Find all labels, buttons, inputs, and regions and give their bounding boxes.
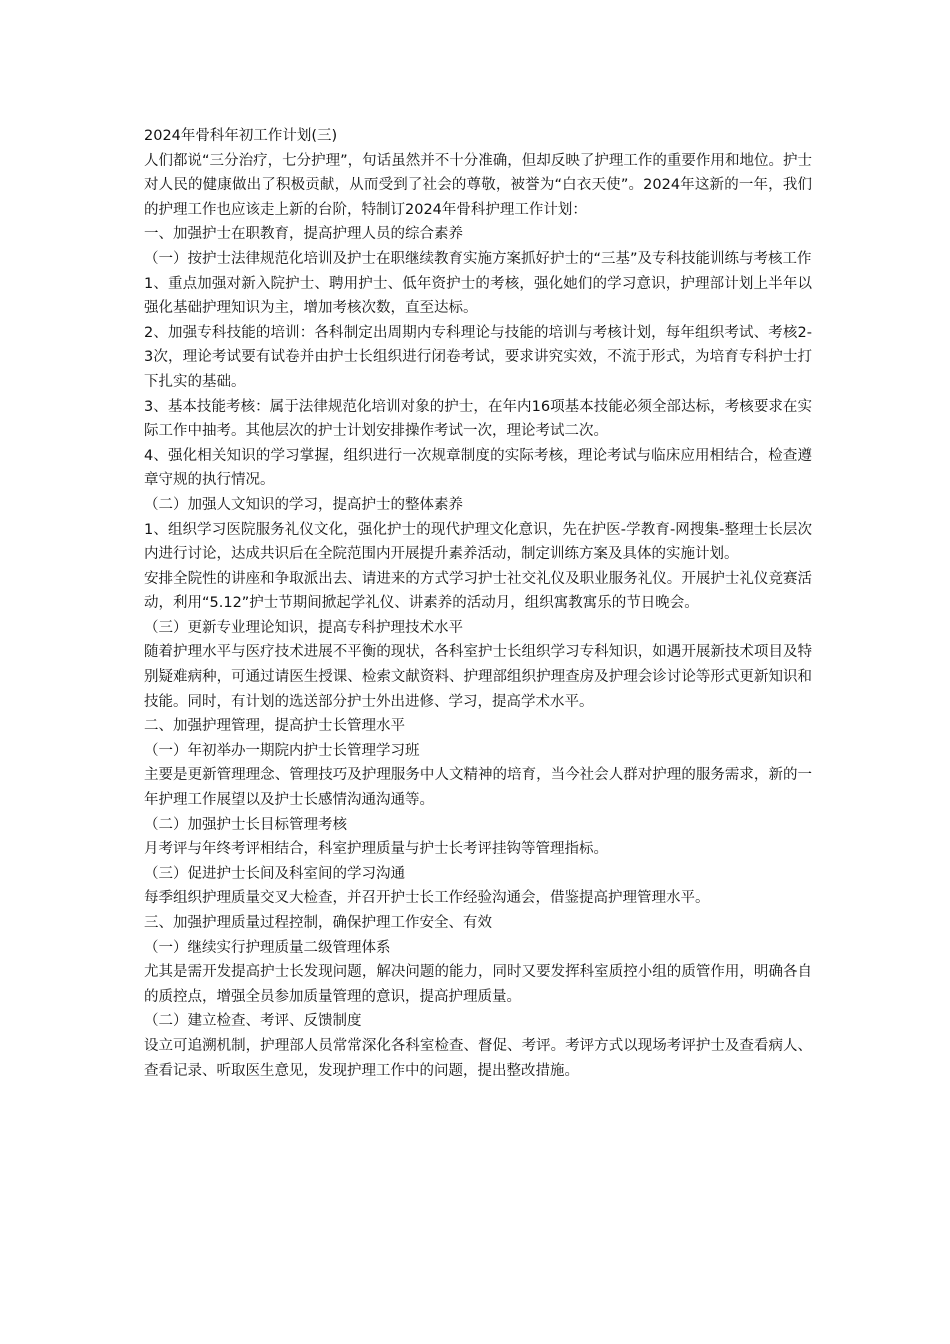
section-heading-3: 三、加强护理质量过程控制，确保护理工作安全、有效 bbox=[144, 915, 492, 931]
subsection-heading-2-3: （三）促进护士长间及科室间的学习沟通 bbox=[144, 865, 405, 882]
document-body bbox=[144, 124, 812, 1083]
section-heading-2: 二、加强护理管理，提高护士长管理水平 bbox=[144, 718, 405, 735]
paragraph-traceability: 设立可追溯机制，护理部人员常常深化各科室检查、督促、考评。考评方式以现场考评护士及查看病人、查看记录、听取医生意见，发现护理工作中的问题，提出整改措施。 bbox=[144, 1037, 812, 1079]
list-item-1-1-4: 4、强化相关知识的学习掌握，组织进行一次规章制度的实际考核，理论考试与临床应用相结合，检查遵章守规的执行情况。 bbox=[144, 447, 812, 489]
subsection-heading-1-3: （三）更新专业理论知识，提高专科护理技术水平 bbox=[144, 619, 463, 636]
subsection-heading-1-1: （一）按护士法律规范化培训及护士在职继续教育实施方案抓好护士的“三基”及专科技能训练与考核工作 bbox=[144, 250, 812, 267]
subsection-heading-2-2: （二）加强护士长目标管理考核 bbox=[144, 816, 347, 833]
paragraph-quarterly-inspection: 每季组织护理质量交叉大检查，并召开护士长工作经验沟通会，借鉴提高护理管理水平。 bbox=[144, 890, 710, 907]
document-title: 2024年骨科年初工作计划(三) bbox=[144, 128, 338, 144]
subsection-heading-3-1: （一）继续实行护理质量二级管理体系 bbox=[144, 939, 391, 956]
paragraph-target-assessment: 月考评与年终考评相结合，科室护理质量与护士长考评挂钩等管理指标。 bbox=[144, 841, 608, 858]
subsection-heading-3-2: （二）建立检查、考评、反馈制度 bbox=[144, 1013, 362, 1030]
paragraph-quality-system: 尤其是需开发提高护士长发现问题，解决问题的能力，同时又要发挥科室质控小组的质管作用，明确各自的质控点，增强全员参加质量管理的意识，提高护理质量。 bbox=[144, 964, 812, 1005]
paragraph-intro: 人们都说“三分治疗，七分护理”，句话虽然并不十分准确，但却反映了护理工作的重要作用和地位。护士对人民的健康做出了积极贡献，从而受到了社会的尊敬，被誉为“白衣天使”。2024年这新的一年，我们的护理工作也应该走上新的台阶，特制订2024年骨科护理工作计划： bbox=[144, 152, 812, 218]
list-item-1-1-2: 2、加强专科技能的培训：各科制定出周期内专科理论与技能的培训与考核计划，每年组织考试、考核2-3次，理论考试要有试卷并由护士长组织进行闭卷考试，要求讲究实效，不流于形式，为培育专科护士打下扎实的基础。 bbox=[144, 324, 812, 390]
list-item-1-1-3: 3、基本技能考核：属于法律规范化培训对象的护士，在年内16项基本技能必须全部达标，考核要求在实际工作中抽考。其他层次的护士计划安排操作考试一次，理论考试二次。 bbox=[144, 398, 812, 440]
subsection-heading-2-1: （一）年初举办一期院内护士长管理学习班 bbox=[144, 742, 420, 759]
list-item-1-2-1: 1、组织学习医院服务礼仪文化，强化护士的现代护理文化意识，先在护医-学教育-网搜集-整理士长层次内进行讨论，达成共识后在全院范围内开展提升素养活动，制定训练方案及具体的实施计划。 bbox=[144, 521, 812, 563]
paragraph-etiquette: 安排全院性的讲座和争取派出去、请进来的方式学习护士社交礼仪及职业服务礼仪。开展护士礼仪竞赛活动，利用“5.12”护士节期间掀起学礼仪、讲素养的活动月，组织寓教寓乐的节日晚会。 bbox=[144, 570, 812, 612]
section-heading-1: 一、加强护士在职教育，提高护理人员的综合素养 bbox=[144, 226, 463, 243]
list-item-1-1-1: 1、重点加强对新入院护士、聘用护士、低年资护士的考核，强化她们的学习意识，护理部计划上半年以强化基础护理知识为主，增加考核次数，直至达标。 bbox=[144, 275, 812, 317]
subsection-heading-1-2: （二）加强人文知识的学习，提高护士的整体素养 bbox=[144, 496, 463, 513]
paragraph-management-training: 主要是更新管理理念、管理技巧及护理服务中人文精神的培育，当今社会人群对护理的服务需求，新的一年护理工作展望以及护士长感情沟通沟通等。 bbox=[144, 767, 812, 809]
paragraph-professional-knowledge: 随着护理水平与医疗技术进展不平衡的现状，各科室护士长组织学习专科知识，如遇开展新技术项目及特别疑难病种，可通过请医生授课、检索文献资料、护理部组织护理查房及护理会诊讨论等形式更新知识和技能。同时，有计划的选送部分护士外出进修、学习，提高学术水平。 bbox=[144, 644, 812, 710]
